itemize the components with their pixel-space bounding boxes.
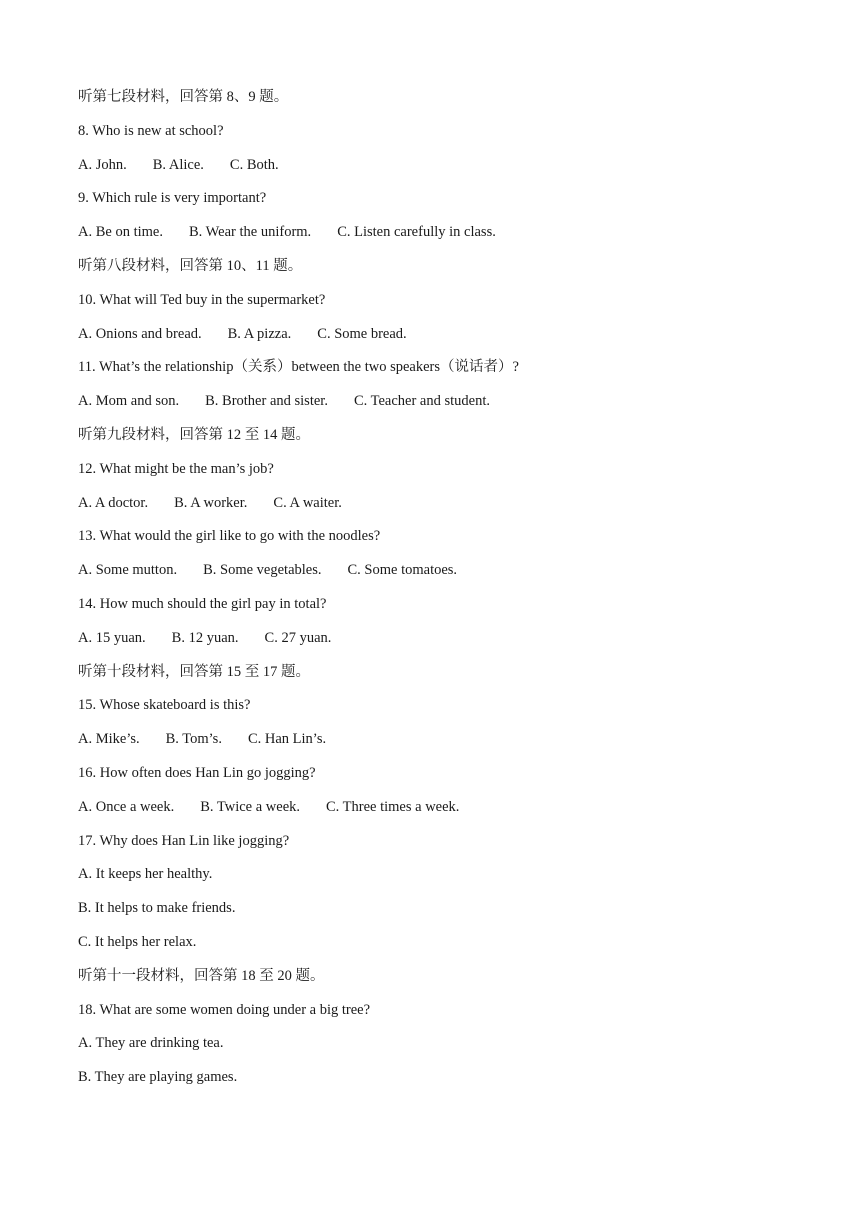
answer-option: A. It keeps her healthy.	[78, 866, 213, 883]
answer-options	[78, 559, 798, 593]
answer-option: C. Han Lin’s.	[247, 731, 327, 748]
document-page	[78, 86, 798, 1100]
answer-options	[78, 154, 798, 188]
answer-option: A. 15 yuan.	[78, 629, 146, 646]
answer-option: C. Some tomatoes.	[347, 562, 458, 579]
question-text: 10. What will Ted buy in the supermarket?	[78, 291, 326, 308]
answer-options	[78, 390, 798, 424]
question-text: 13. What would the girl like to go with the noodles?	[78, 528, 381, 545]
answer-option: A. A doctor.	[78, 494, 149, 511]
answer-option: C. Three times a week.	[326, 798, 460, 815]
answer-option: B. A worker.	[174, 494, 248, 511]
question-text: 17. Why does Han Lin like jogging?	[78, 832, 290, 849]
answer-options	[78, 323, 798, 357]
section-heading: 听第八段材料，回答第 10、11 题。	[78, 257, 303, 274]
answer-option: A. Be on time.	[78, 224, 163, 241]
question-text: 15. Whose skateboard is this?	[78, 697, 251, 714]
question-text: 16. How often does Han Lin go jogging?	[78, 764, 316, 781]
answer-option: C. Teacher and student.	[353, 393, 490, 410]
answer-option: B. Wear the uniform.	[188, 224, 312, 241]
question-text: 18. What are some women doing under a big tree?	[78, 1001, 371, 1018]
answer-option: A. Mom and son.	[78, 393, 180, 410]
section-heading: 听第十一段材料，回答第 18 至 20 题。	[78, 967, 325, 984]
answer-option: A. They are drinking tea.	[78, 1035, 224, 1052]
section-heading: 听第七段材料，回答第 8、9 题。	[78, 89, 289, 105]
answer-option: C. A waiter.	[273, 494, 342, 511]
answer-option: C. Listen carefully in class.	[337, 224, 496, 241]
answer-option: A. Onions and bread.	[78, 325, 202, 342]
answer-option: A. John.	[78, 156, 127, 173]
answer-option: B. Some vegetables.	[203, 562, 322, 579]
answer-options	[78, 728, 798, 762]
question-text: 8. Who is new at school?	[78, 122, 224, 139]
question-text: 11. What’s the relationship（关系）between the two speakers（说话者）?	[78, 359, 519, 376]
answer-option: C. Both.	[229, 156, 279, 173]
answer-options	[78, 492, 798, 526]
answer-option: C. It helps her relax.	[78, 933, 197, 950]
answer-option: B. Brother and sister.	[205, 393, 328, 410]
answer-option: A. Once a week.	[78, 798, 175, 815]
answer-option: B. A pizza.	[227, 325, 292, 342]
question-text: 14. How much should the girl pay in total?	[78, 595, 327, 612]
answer-options	[78, 221, 798, 255]
question-text: 12. What might be the man’s job?	[78, 460, 274, 477]
answer-option: B. They are playing games.	[78, 1069, 238, 1086]
answer-option: C. Some bread.	[317, 325, 407, 342]
answer-options	[78, 627, 798, 661]
answer-option: C. 27 yuan.	[264, 629, 332, 646]
answer-options	[78, 796, 798, 830]
question-text: 9. Which rule is very important?	[78, 190, 267, 207]
answer-option: B. It helps to make friends.	[78, 900, 236, 917]
answer-option: B. Alice.	[152, 156, 204, 173]
section-heading: 听第九段材料，回答第 12 至 14 题。	[78, 426, 310, 443]
section-heading: 听第十段材料，回答第 15 至 17 题。	[78, 663, 310, 680]
answer-option: B. 12 yuan.	[171, 629, 239, 646]
answer-option: A. Mike’s.	[78, 731, 140, 748]
answer-option: B. Tom’s.	[165, 731, 222, 748]
answer-option: A. Some mutton.	[78, 562, 178, 579]
answer-option: B. Twice a week.	[200, 798, 300, 815]
